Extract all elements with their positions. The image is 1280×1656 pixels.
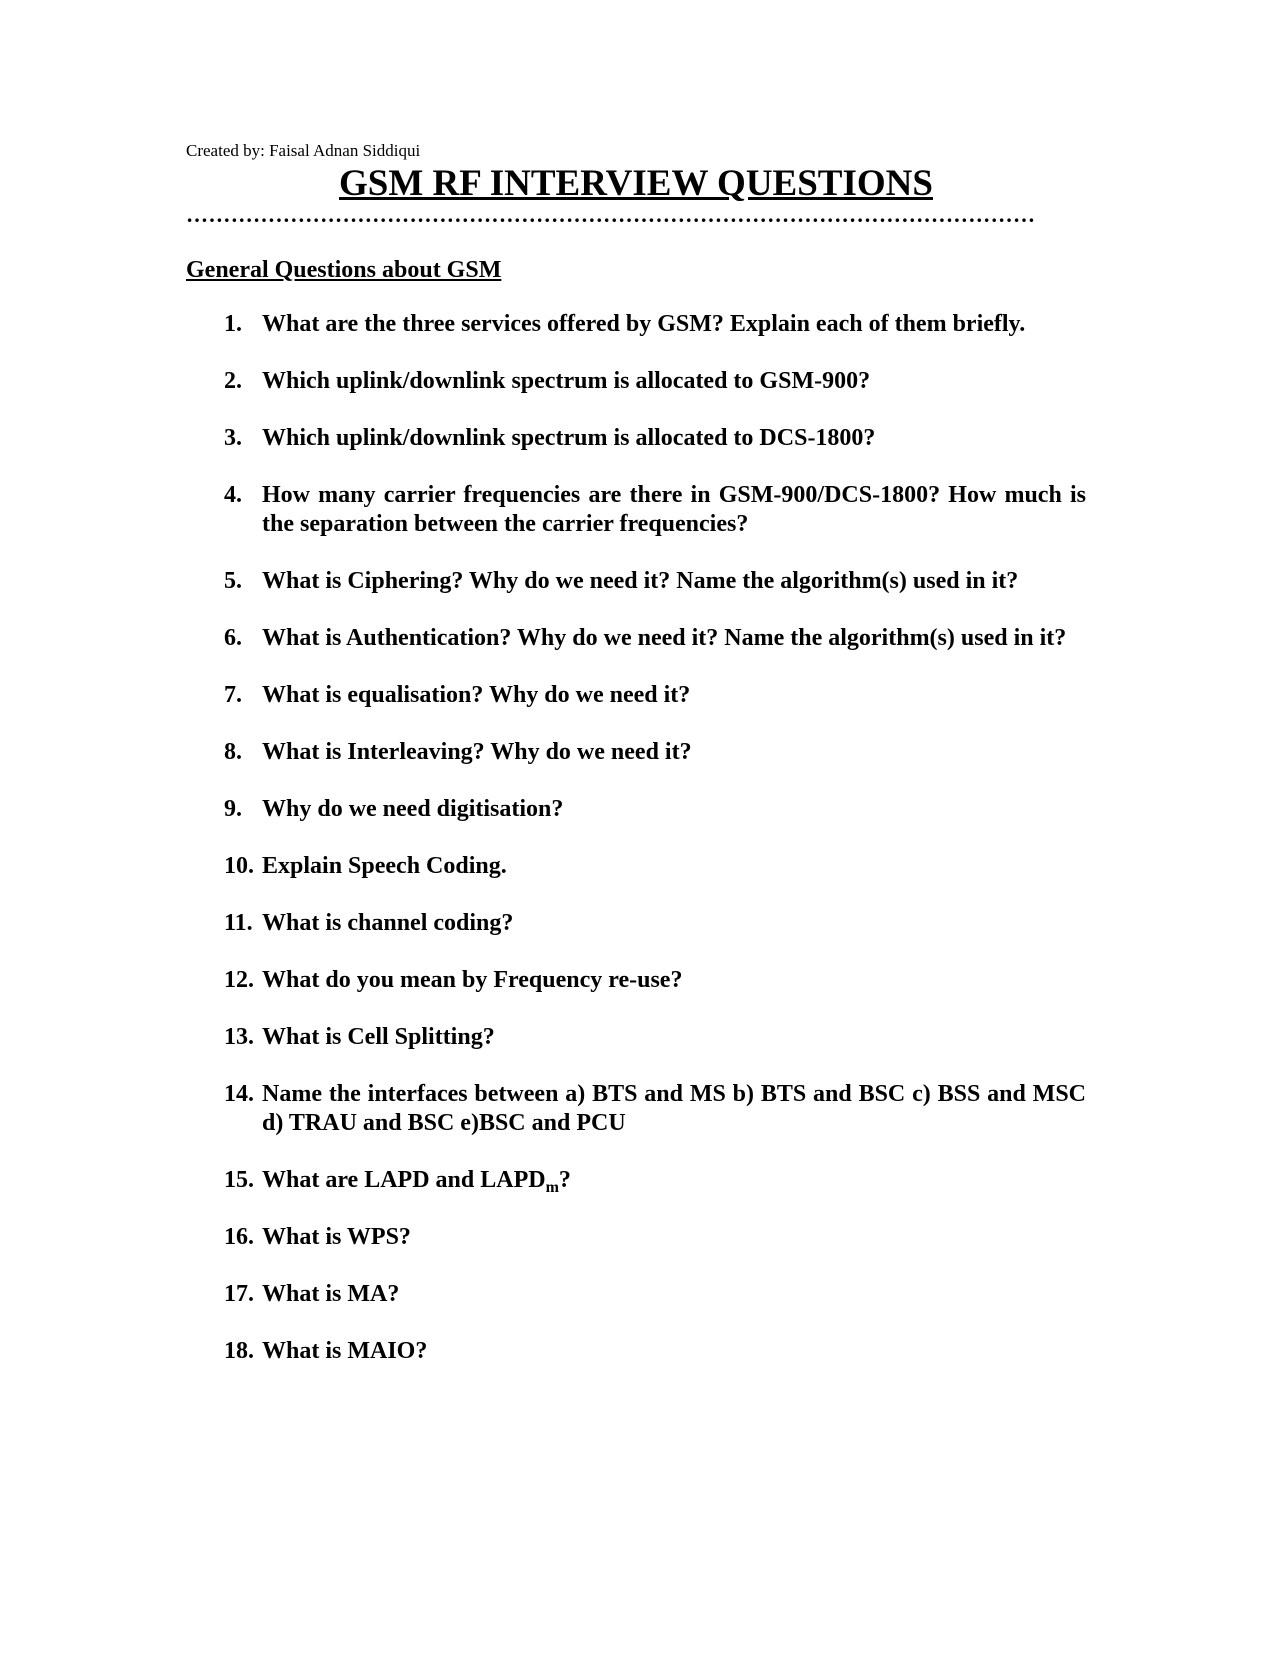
question-number: 13. [224, 1024, 254, 1050]
question-text: What is MA? [262, 1281, 400, 1307]
question-item [186, 852, 1086, 881]
question-item [186, 567, 1086, 596]
question-text: What is Interleaving? Why do we need it? [262, 739, 692, 765]
question-number: 5. [224, 568, 242, 594]
question-item [186, 1166, 1086, 1195]
question-number: 17. [224, 1281, 254, 1307]
question-item [186, 1223, 1086, 1252]
question-text: How many carrier frequencies are there in GSM-900/DCS-1800? How much is the separation between the carrier frequencies? [262, 482, 1086, 537]
subscript-m: m [545, 1179, 559, 1196]
question-text: Name the interfaces between a) BTS and MS b) BTS and BSC c) BSS and MSC d) TRAU and BSC e)BSC and PCU [262, 1081, 1086, 1136]
question-number: 14. [224, 1081, 254, 1107]
question-item [186, 681, 1086, 710]
question-number: 2. [224, 368, 242, 394]
question-text: What are the three services offered by GSM? Explain each of them briefly. [262, 311, 1026, 337]
question-number: 15. [224, 1167, 254, 1193]
question-item [186, 367, 1086, 396]
question-item [186, 738, 1086, 767]
question-list [186, 310, 1086, 1366]
question-item [186, 1280, 1086, 1309]
question-number: 9. [224, 796, 242, 822]
question-number: 4. [224, 482, 242, 508]
question-text: What do you mean by Frequency re-use? [262, 967, 683, 993]
question-number: 3. [224, 425, 242, 451]
question-text: What is Ciphering? Why do we need it? Name the algorithm(s) used in it? [262, 568, 1019, 594]
question-item [186, 795, 1086, 824]
question-number: 6. [224, 625, 242, 651]
question-number: 10. [224, 853, 254, 879]
dotted-separator: …………………………………………………………………………………………………… [186, 204, 1036, 226]
question-text [262, 1167, 571, 1196]
section-heading: General Questions about GSM [186, 257, 502, 283]
question-number: 1. [224, 311, 242, 337]
question-item [186, 966, 1086, 995]
question-number: 12. [224, 967, 254, 993]
question-text: What is WPS? [262, 1224, 411, 1250]
question-item [186, 1337, 1086, 1366]
question-item [186, 481, 1086, 539]
question-item [186, 909, 1086, 938]
question-text: What is equalisation? Why do we need it? [262, 682, 691, 708]
question-number: 8. [224, 739, 242, 765]
question-text: What is Cell Splitting? [262, 1024, 495, 1050]
question-number: 16. [224, 1224, 254, 1250]
question-text: Which uplink/downlink spectrum is allocated to GSM-900? [262, 368, 871, 394]
question-text: Explain Speech Coding. [262, 853, 507, 879]
question-item [186, 1023, 1086, 1052]
question-text: What is channel coding? [262, 910, 514, 936]
document-title: GSM RF INTERVIEW QUESTIONS [339, 163, 933, 204]
question-item [186, 310, 1086, 339]
author-line: Created by: Faisal Adnan Siddiqui [186, 141, 421, 160]
question-text: Which uplink/downlink spectrum is allocated to DCS-1800? [262, 425, 876, 451]
question-text: Why do we need digitisation? [262, 796, 564, 822]
question-item [186, 624, 1086, 653]
question-text-main: What are LAPD and LAPD [262, 1167, 546, 1193]
question-number: 18. [224, 1338, 254, 1364]
question-item [186, 1080, 1086, 1138]
question-text: What is MAIO? [262, 1338, 428, 1364]
document-page [186, 140, 1086, 1394]
question-item [186, 424, 1086, 453]
question-text: What is Authentication? Why do we need it? Name the algorithm(s) used in it? [262, 625, 1067, 651]
question-number: 11. [224, 910, 253, 936]
question-number: 7. [224, 682, 242, 708]
question-text-end: ? [558, 1167, 571, 1193]
